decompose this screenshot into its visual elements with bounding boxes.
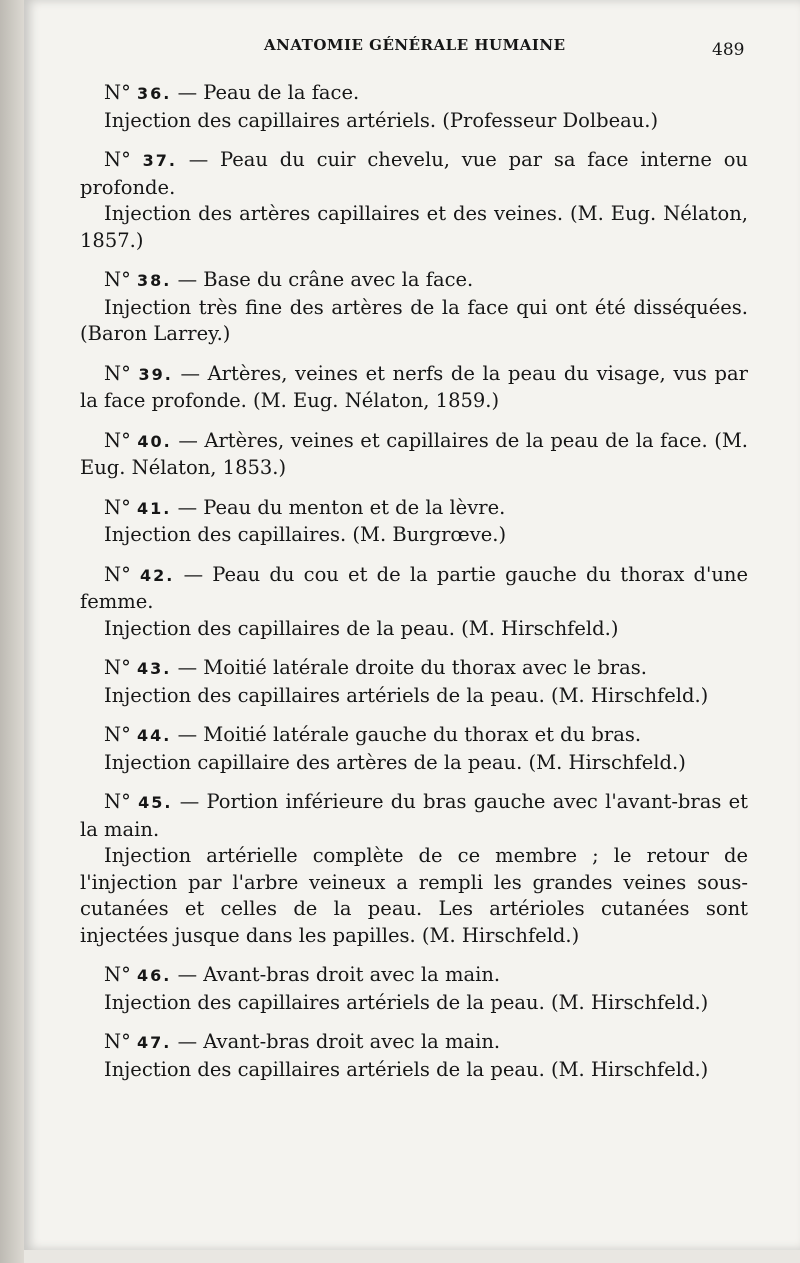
entry-label: N° <box>104 790 131 813</box>
catalog-entry <box>80 722 748 776</box>
entry-body: Injection des capillaires artériels de la peau. (M. Hirschfeld.) <box>104 683 709 707</box>
entry-number: 46. <box>137 966 172 985</box>
catalog-entry <box>80 962 748 1016</box>
catalog-entry <box>80 361 748 415</box>
entry-body: Injection capillaire des artères de la peau. (M. Hirschfeld.) <box>104 750 686 774</box>
entry-title: — Avant-bras droit avec la main. <box>177 963 501 986</box>
entry-label: N° <box>104 81 131 104</box>
entry-label: N° <box>104 268 131 291</box>
entry-title: — Base du crâne avec la face. <box>177 268 474 291</box>
entry-label: N° <box>104 148 131 171</box>
catalog-entry <box>80 789 748 949</box>
catalog-body <box>80 80 748 1096</box>
entry-title: — Peau du cou et de la partie gauche du thorax d'une femme. <box>80 562 749 613</box>
entry-body: Injection des capillaires. (M. Burgrœve.) <box>104 523 507 546</box>
catalog-entry <box>80 495 748 549</box>
catalog-entry <box>80 267 748 348</box>
entry-number: 43. <box>137 659 172 678</box>
catalog-entry <box>80 147 748 254</box>
entry-number: 42. <box>140 565 175 585</box>
entry-number: 39. <box>138 364 173 384</box>
entry-number: 44. <box>137 726 172 745</box>
entry-number: 37. <box>142 151 177 170</box>
entry-body: Injection des capillaires artériels de la peau. (M. Hirschfeld.) <box>104 1057 709 1081</box>
catalog-entry <box>80 562 748 643</box>
entry-label: N° <box>104 361 131 385</box>
catalog-entry <box>80 1029 748 1083</box>
entry-title: — Moitié latérale gauche du thorax et du bras. <box>177 723 642 746</box>
entry-body: Injection artérielle complète de ce membre ; le retour de l'injection par l'arbre veineux a rempli les grandes veines sous-cutanées et celles de la peau. Les artérioles cutanées sont injectées jusque dans les papilles. (M. Hirschfeld.) <box>80 844 748 947</box>
entry-label: N° <box>104 428 131 452</box>
entry-body: Injection des capillaires artériels. (Professeur Dolbeau.) <box>104 108 659 132</box>
entry-number: 45. <box>138 793 173 812</box>
entry-label: N° <box>104 723 131 746</box>
catalog-entry <box>80 80 748 134</box>
entry-label: N° <box>104 963 131 986</box>
entry-number: 38. <box>137 271 172 290</box>
entry-title: — Peau de la face. <box>177 81 360 104</box>
catalog-entry <box>80 428 748 482</box>
entry-title: — Portion inférieure du bras gauche avec l'avant-bras et la main. <box>80 790 749 841</box>
entry-title: — Artères, veines et nerfs de la peau du visage, vus par la face profonde. (M. Eug. Nélaton, 1859.) <box>80 361 748 412</box>
entry-number: 41. <box>137 498 172 518</box>
page-number: 489 <box>712 40 745 60</box>
entry-title: — Artères, veines et capillaires de la peau de la face. (M. Eug. Nélaton, 1853.) <box>80 428 748 479</box>
entry-number: 36. <box>137 84 172 103</box>
entry-label: N° <box>104 562 131 586</box>
entry-number: 40. <box>137 431 172 451</box>
entry-title: — Moitié latérale droite du thorax avec le bras. <box>177 656 647 679</box>
entry-title: — Peau du cuir chevelu, vue par sa face interne ou profonde. <box>80 148 748 199</box>
catalog-entry <box>80 655 748 709</box>
entry-body: Injection très fine des artères de la face qui ont été disséquées. (Baron Larrey.) <box>80 295 748 345</box>
book-binding-shadow <box>0 0 24 1263</box>
entry-title: — Peau du menton et de la lèvre. <box>177 495 506 519</box>
running-title: ANATOMIE GÉNÉRALE HUMAINE <box>264 36 566 54</box>
entry-body: Injection des capillaires artériels de la peau. (M. Hirschfeld.) <box>104 990 709 1014</box>
entry-number: 47. <box>137 1033 172 1052</box>
entry-label: N° <box>104 656 131 679</box>
entry-body: Injection des artères capillaires et des veines. (M. Eug. Nélaton, 1857.) <box>80 202 748 252</box>
entry-label: N° <box>104 1030 131 1053</box>
entry-body: Injection des capillaires de la peau. (M. Hirschfeld.) <box>104 616 619 640</box>
entry-label: N° <box>104 495 131 519</box>
entry-title: — Avant-bras droit avec la main. <box>177 1030 501 1053</box>
